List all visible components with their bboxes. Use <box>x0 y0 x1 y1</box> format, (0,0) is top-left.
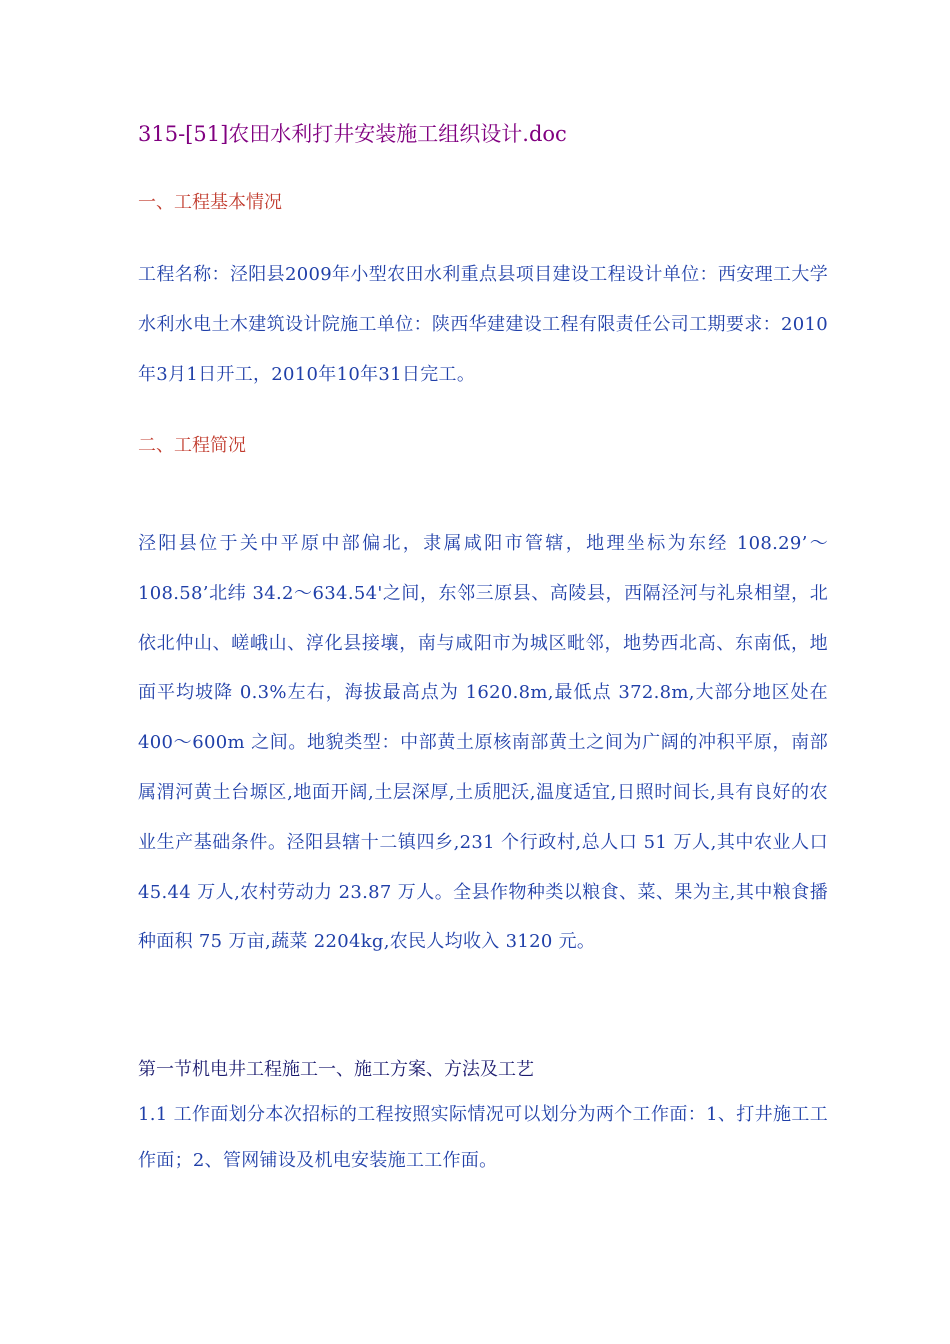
heading-basic-info: 一、工程基本情况 <box>138 192 282 213</box>
paragraph-county-overview: 泾阳县位于关中平原中部偏北，隶属咸阳市管辖，地理坐标为东经 108.29’～108.58’北纬 34.2～634.54'之间，东邻三原县、高陵县，西隔泾河与礼泉相望，北依北仲山、嵯峨山、淳化县接壤，南与咸阳市为城区毗邻，地势西北高、东南低，地面平均坡降 0.3%左右，海拔最高点为 1620.8m,最低点 372.8m,大部分地区处在 400～600m 之间。地貌类型：中部黄土原核南部黄土之间为广阔的冲积平原，南部属渭河黄土台塬区,地面开阔,土层深厚,土质肥沃,温度适宜,日照时间长,具有良好的农业生产基础条件。泾阳县辖十二镇四乡,231 个行政村,总人口 51 万人,其中农业人口 45.44 万人,农村劳动力 23.87 万人。全县作物种类以粮食、菜、果为主,其中粮食播种面积 75 万亩,蔬菜 2204kg,农民人均收入 3120 元。 <box>138 533 828 953</box>
paragraph-project-info: 工程名称：泾阳县2009年小型农田水利重点县项目建设工程设计单位：西安理工大学水利水电土木建筑设计院施工单位：陕西华建建设工程有限责任公司工期要求：2010年3月1日开工，2010年10年31日完工。 <box>138 264 828 385</box>
document-title: 315-[51]农田水利打井安装施工组织设计.doc <box>138 122 567 146</box>
paragraph-work-division: 1.1 工作面划分本次招标的工程按照实际情况可以划分为两个工作面：1、打井施工工作面；2、管网铺设及机电安装施工工作面。 <box>138 1104 828 1171</box>
heading-project-overview: 二、工程简况 <box>138 435 246 456</box>
section-title: 第一节机电井工程施工一、施工方案、方法及工艺 <box>138 1059 534 1080</box>
